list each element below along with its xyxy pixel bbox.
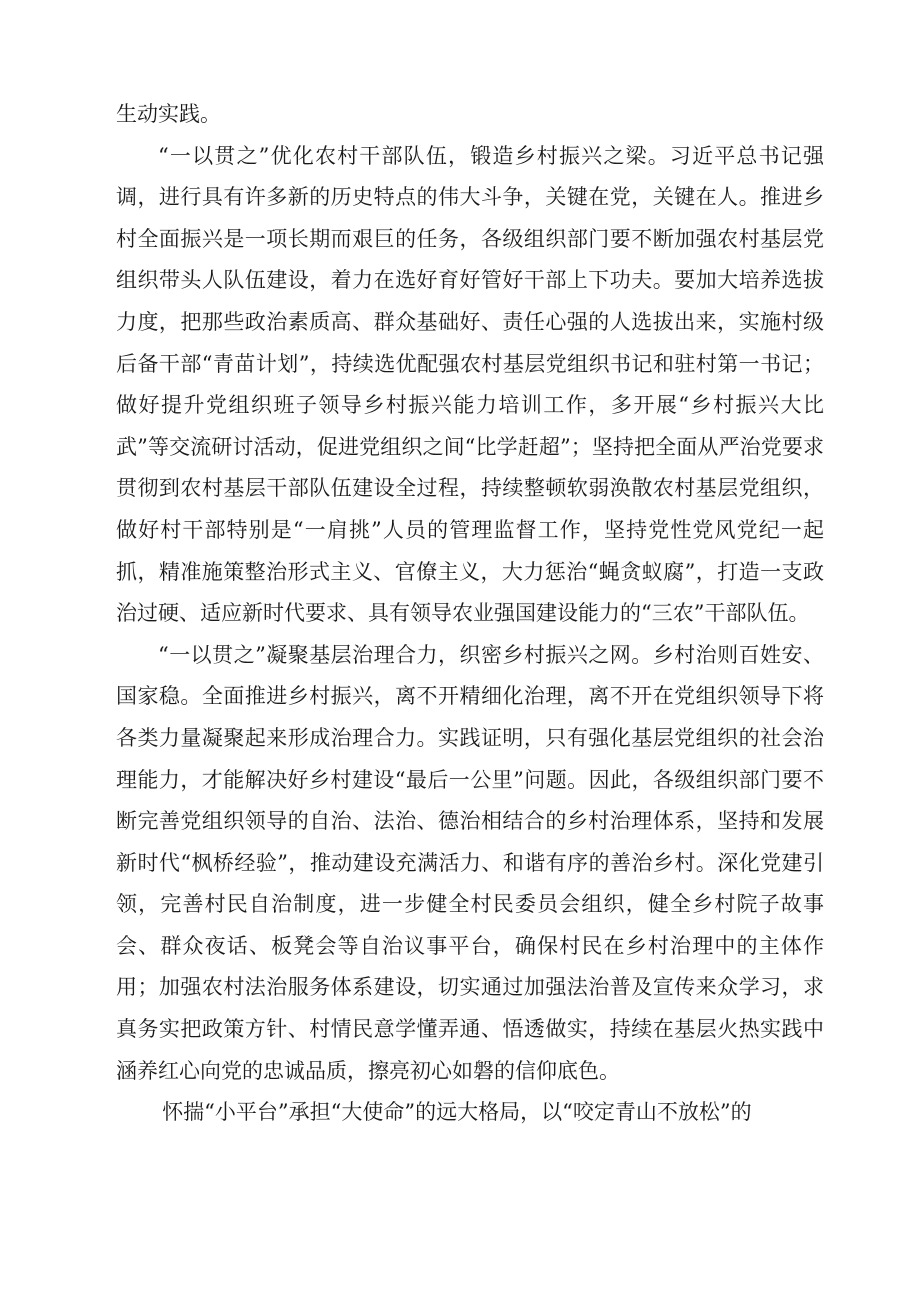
paragraph-continuation: 生动实践。 bbox=[116, 102, 221, 126]
paragraph-cadre-team: “一以贯之”优化农村干部队伍，锻造乡村振兴之梁。习近平总书记强调，进行具有许多新的历史特点的伟大斗争，关键在党，关键在人。推进乡村全面振兴是一项长期而艰巨的任务，各级组织部门要不断加强农村基层党组织带头人队伍建设，着力在选好育好管好干部上下功夫。要加大培养选拔力度，把那些政治素质高、群众基础好、责任心强的人选拔出来，实施村级后备干部“青苗计划”，持续选优配强农村基层党组织书记和驻村第一书记；做好提升党组织班子领导乡村振兴能力培训工作，多开展“乡村振兴大比武”等交流研讨活动，促进党组织之间“比学赶超”；坚持把全面从严治党要求贯彻到农村基层干部队伍建设全过程，持续整顿软弱涣散农村基层党组织，做好村干部特别是“一肩挑”人员的管理监督工作，坚持党性党风党纪一起抓，精准施策整治形式主义、官僚主义，大力惩治“蝇贪蚁腐”，打造一支政治过硬、适应新时代要求、具有领导农业强国建设能力的“三农”干部队伍。 bbox=[116, 143, 824, 626]
paragraph-closing: 怀揣“小平台”承担“大使命”的远大格局，以“咬定青山不放松”的 bbox=[162, 1100, 752, 1125]
document-body bbox=[116, 94, 824, 1134]
paragraph-grassroots-governance: “一以贯之”凝聚基层治理合力，织密乡村振兴之网。乡村治则百姓安、国家稳。全面推进乡村振兴，离不开精细化治理，离不开在党组织领导下将各类力量凝聚起来形成治理合力。实践证明，只有强化基层党组织的社会治理能力，才能解决好乡村建设“最后一公里”问题。因此，各级组织部门要不断完善党组织领导的自治、法治、德治相结合的乡村治理体系，坚持和发展新时代“枫桥经验”，推动建设充满活力、和谐有序的善治乡村。深化党建引领，完善村民自治制度，进一步健全村民委员会组织，健全乡村院子故事会、群众夜话、板凳会等自治议事平台，确保村民在乡村治理中的主体作用；加强农村法治服务体系建设，切实通过加强法治普及宣传来众学习，求真务实把政策方针、村情民意学懂弄通、悟透做实，持续在基层火热实践中涵养红心向党的忠诚品质，擦亮初心如磐的信仰底色。 bbox=[116, 642, 824, 1083]
